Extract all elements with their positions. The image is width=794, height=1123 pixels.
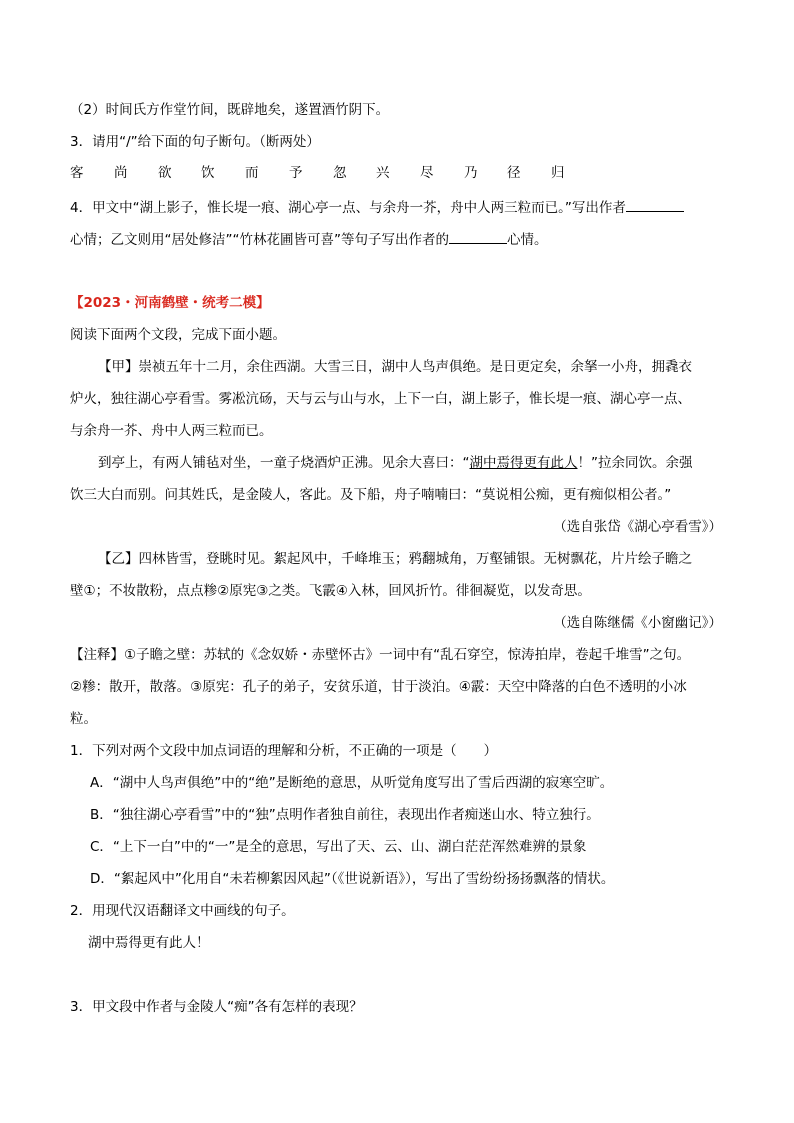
char: 忽: [333, 165, 347, 181]
option-a[interactable]: A．“湖中人鸟声俱绝”中的“绝”是断绝的意思，从听觉角度写出了雪后西湖的寂寒空旷。: [90, 775, 614, 791]
question-4-text: 4．甲文中“湖上影子，惟长堤一痕、湖心亭一点、与余舟一芥，舟中人两三粒而已。”写出作者: [70, 200, 626, 216]
passage-yi-source: （选自陈继儒《小窗幽记》）: [553, 615, 722, 631]
passage-yi-line: 【乙】四林皆雪，登眺时见。絮起风中，千峰堆玉；鸦翻城角，万壑铺银。无树飘花，片片绘子瞻之: [98, 551, 692, 567]
passage-jia-line: 炉火，独往湖心亭看雪。雾凇沆砀，天与云与山与水，上下一白，湖上影子，惟长堤一痕、湖心亭一点、: [70, 391, 691, 407]
question-4-line-2: [70, 229, 547, 250]
option-c[interactable]: C．“上下一白”中的“一”是全的意思，写出了天、云、山、湖白茫茫浑然难辨的景象: [90, 839, 587, 855]
passage-yi-line: 壁①；不妆散粉，点点糁②原宪③之类。飞霰④入林，回风折竹。徘徊凝览，以发奇思。: [70, 583, 591, 599]
annotation-line: 粒。: [70, 711, 97, 727]
question-2-prompt: 2．用现代汉语翻译文中画线的句子。: [70, 903, 295, 919]
char: 径: [507, 165, 521, 181]
underlined-sentence: 湖中焉得更有此人: [469, 455, 578, 471]
char: 客: [70, 165, 84, 181]
passage-jia-line: [98, 453, 693, 473]
question-3-prompt: 3．请用“/”给下面的句子断句。（断两处）: [70, 134, 320, 150]
option-b[interactable]: B．“独往湖心亭看雪”中的“独”点明作者独自前往，表现出作者痴迷山水、特立独行。: [90, 807, 600, 823]
question-3-prompt: 3．甲文段中作者与金陵人“痴”各有怎样的表现？: [70, 999, 363, 1015]
question-4-text-2: 心情；乙文则用“居处修洁”“竹林花圃皆可喜”等句子写出作者的: [70, 232, 449, 248]
char: 予: [289, 165, 303, 181]
char: 兴: [376, 165, 390, 181]
question-2-sentence: 湖中焉得更有此人！: [88, 935, 210, 951]
char: 归: [551, 165, 565, 181]
answer-blank[interactable]: [449, 229, 507, 244]
question-sentence-2: （2）时间氏方作堂竹间，既辟地矣，遂置酒竹阴下。: [70, 102, 390, 118]
exam-source-tag: 【2023・河南鹤壁・统考二模】: [70, 295, 270, 311]
passage-text: ！”拉余同饮。余强: [577, 455, 693, 471]
question-4-line-1: [70, 197, 684, 218]
option-d[interactable]: D．“絮起风中”化用自“未若柳絮因风起”（《世说新语》），写出了雪纷纷扬扬飘落的情状。: [90, 871, 615, 887]
passage-jia-line: 与余舟一芥、舟中人两三粒而已。: [70, 423, 273, 439]
char: 乃: [464, 165, 478, 181]
char: 尚: [114, 165, 128, 181]
passage-jia-source: （选自张岱《湖心亭看雪》）: [553, 519, 722, 535]
char: 尽: [420, 165, 434, 181]
char: 而: [245, 165, 259, 181]
char: 欲: [158, 165, 172, 181]
passage-jia-line: 饮三大白而别。问其姓氏，是金陵人，客此。及下船，舟子喃喃曰：“莫说相公痴，更有痴似相公者。”: [70, 487, 672, 503]
passage-text: 到亭上，有两人铺毡对坐，一童子烧酒炉正沸。见余大喜曰：“: [98, 455, 470, 471]
punctuation-characters: [70, 163, 570, 185]
char: 饮: [201, 165, 215, 181]
question-1-prompt: 1．下列对两个文段中加点词语的理解和分析，不正确的一项是（ ）: [70, 743, 498, 759]
annotation-line: ②糁：散开，散落。③原宪：孔子的弟子，安贫乐道，甘于淡泊。④霰：天空中降落的白色不透明的小冰: [70, 679, 687, 695]
question-4-text-3: 心情。: [506, 232, 548, 248]
answer-blank[interactable]: [626, 197, 684, 212]
passage-jia-line: 【甲】崇祯五年十二月，余住西湖。大雪三日，湖中人鸟声俱绝。是日更定矣，余拏一小舟，拥毳衣: [98, 359, 692, 375]
reading-intro: 阅读下面两个文段，完成下面小题。: [70, 327, 286, 343]
annotation-line: 【注释】①子瞻之壁：苏轼的《念奴娇・赤壁怀古》一词中有“乱石穿空，惊涛拍岸，卷起千堆雪”之句。: [70, 647, 691, 663]
